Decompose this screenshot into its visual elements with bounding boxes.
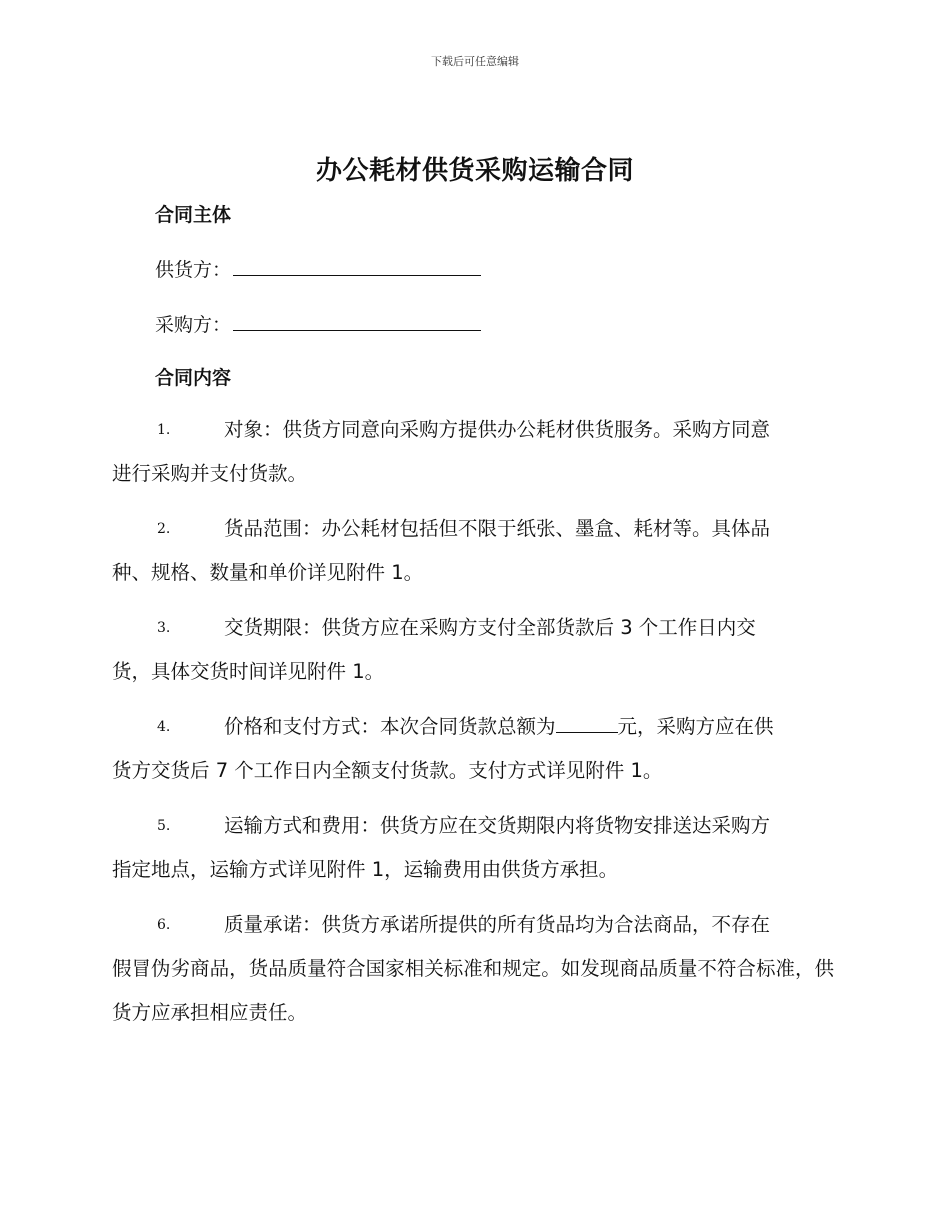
supplier-line: [155, 255, 481, 282]
clause-text: 质量承诺：供货方承诺所提供的所有货品均为合法商品，不存在: [224, 913, 771, 936]
clause-number: 1.: [157, 422, 171, 438]
clause-3: [112, 606, 834, 694]
supplier-label: 供货方：: [155, 259, 232, 281]
supplier-blank: [233, 255, 481, 276]
clause-text: 对象：供货方同意向采购方提供办公耗材供货服务。采购方同意: [224, 418, 771, 441]
clause-continuation: 指定地点，运输方式详见附件 1，运输费用由供货方承担。: [112, 858, 619, 881]
clause-number: 3.: [157, 620, 171, 636]
clause-text-part: 元，采购方应在供: [617, 715, 774, 738]
clause-1: [112, 408, 834, 496]
clause-continuation: 假冒伪劣商品，货品质量符合国家相关标准和规定。如发现商品质量不符合标准，供货方应承担相应责任。: [112, 957, 834, 1024]
clause-continuation: 种、规格、数量和单价详见附件 1。: [112, 561, 424, 584]
content-heading: 合同内容: [155, 367, 232, 389]
amount-blank: [556, 714, 618, 733]
clause-5: [112, 804, 834, 892]
clause-number: 5.: [157, 818, 171, 834]
clause-4: [112, 705, 834, 793]
buyer-label: 采购方：: [155, 314, 232, 336]
clause-text: 货品范围：办公耗材包括但不限于纸张、墨盒、耗材等。具体品: [224, 517, 771, 540]
buyer-line: [155, 310, 481, 337]
clause-2: [112, 507, 834, 595]
clause-number: 2.: [157, 521, 171, 537]
parties-heading: 合同主体: [155, 204, 232, 226]
buyer-blank: [233, 310, 481, 331]
clause-text: 交货期限：供货方应在采购方支付全部货款后 3 个工作日内交: [224, 616, 756, 639]
clause-continuation: 货方交货后 7 个工作日内全额支付货款。支付方式详见附件 1。: [112, 759, 663, 782]
document-title: 办公耗材供货采购运输合同: [315, 156, 634, 186]
page-header-note: 下载后可任意编辑: [431, 55, 519, 68]
clause-number: 6.: [157, 917, 171, 933]
clause-continuation: 进行采购并支付货款。: [112, 462, 308, 485]
clause-6: [112, 903, 834, 1035]
clause-text: [224, 705, 834, 749]
clause-number: 4.: [157, 719, 171, 735]
clause-text: 运输方式和费用：供货方应在交货期限内将货物安排送达采购方: [224, 814, 771, 837]
clause-continuation: 货，具体交货时间详见附件 1。: [112, 660, 385, 683]
clause-text-part: 价格和支付方式：本次合同货款总额为: [224, 715, 556, 738]
